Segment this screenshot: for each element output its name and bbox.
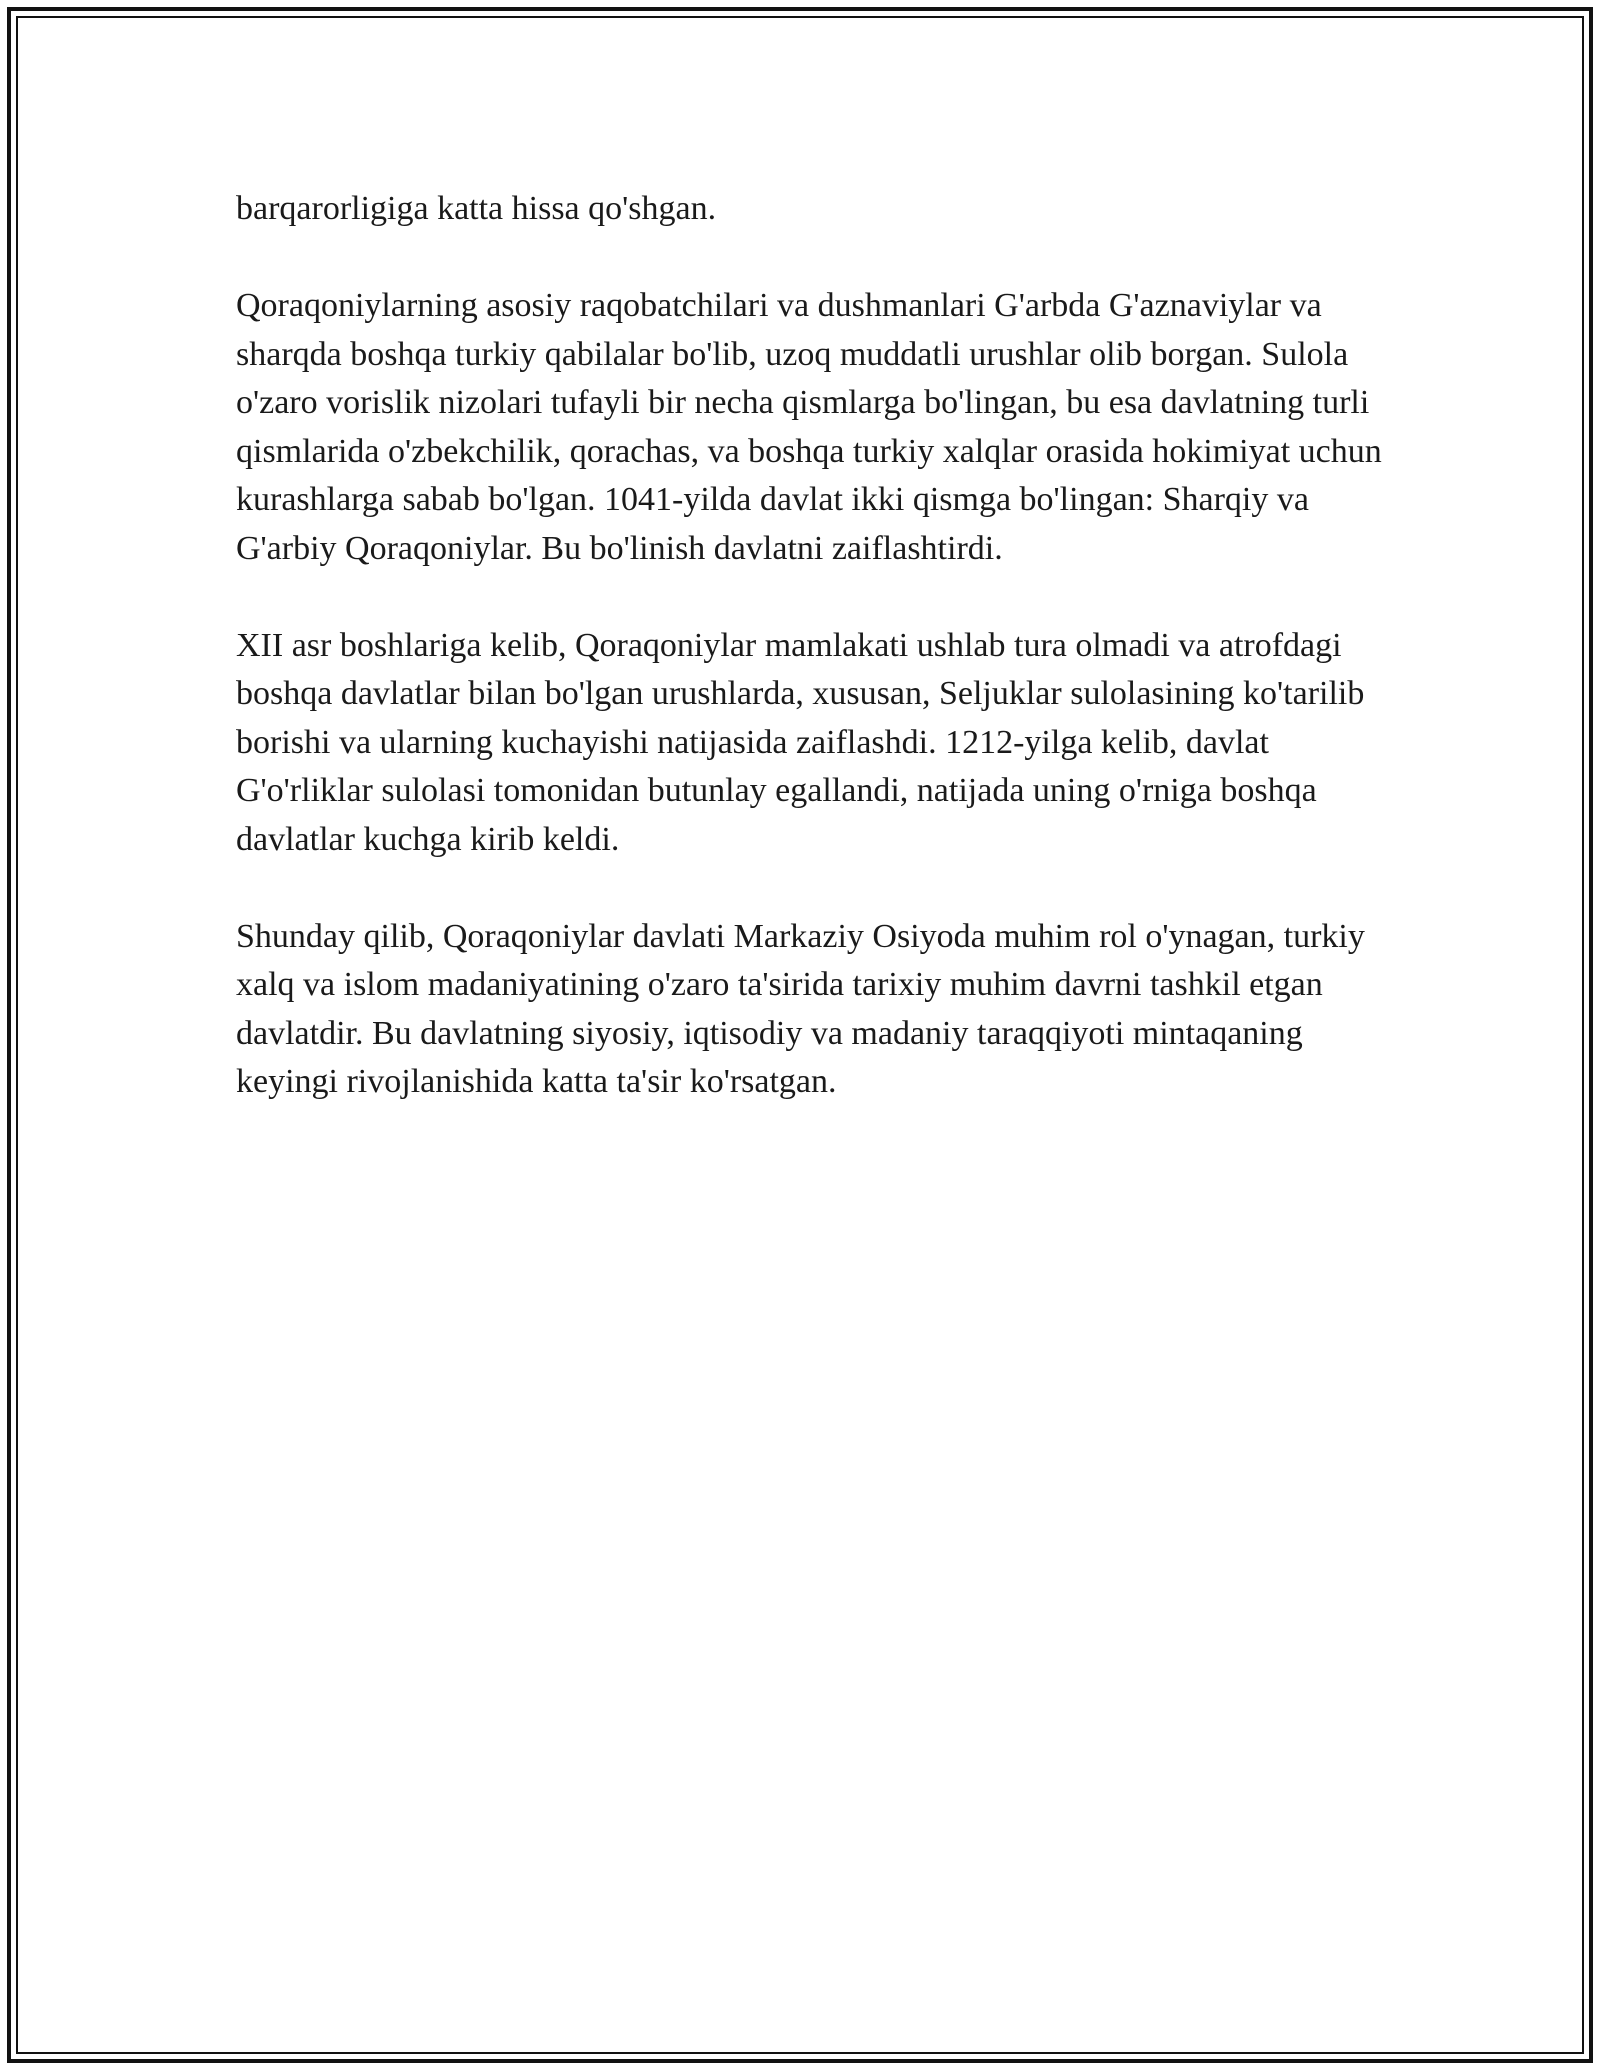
paragraph-conclusion: Shunday qilib, Qoraqoniylar davlati Markaziy Osiyoda muhim rol o'ynagan, turkiy xalq va islom madaniyatining o'zaro ta'sirida tarixiy muhim davrni tashkil etgan davlatdir. Bu davlatning siyosiy, iqtisodiy va madaniy taraqqiyoti mintaqaning keyingi rivojlanishida katta ta'sir ko'rsatgan.	[236, 917, 1365, 1100]
document-body	[236, 185, 1386, 1155]
paragraph-rivals-and-division: Qoraqoniylarning asosiy raqobatchilari va dushmanlari G'arbda G'aznaviylar va sharqda boshqa turkiy qabilalar bo'lib, uzoq muddatli urushlar olib borgan. Sulola o'zaro vorislik nizolari tufayli bir necha qismlarga bo'lingan, bu esa davlatning turli qismlarida o'zbekchilik, qorachas, va boshqa turkiy xalqlar orasida hokimiyat uchun kurashlarga sabab bo'lgan. 1041-yilda davlat ikki qismga bo'lingan: Sharqiy va G'arbiy Qoraqoniylar. Bu bo'linish davlatni zaiflashtirdi.	[236, 287, 1382, 567]
paragraph-decline: XII asr boshlariga kelib, Qoraqoniylar mamlakati ushlab tura olmadi va atrofdagi boshqa davlatlar bilan bo'lgan urushlarda, xususan, Seljuklar sulolasining ko'tarilib borishi va ularning kuchayishi natijasida zaiflashdi. 1212-yilga kelib, davlat G'o'rliklar sulolasi tomonidan butunlay egallandi, natijada uning o'rniga boshqa davlatlar kuchga kirib keldi.	[236, 626, 1365, 858]
paragraph-continuation: barqarorligiga katta hissa qo'shgan.	[236, 190, 717, 227]
